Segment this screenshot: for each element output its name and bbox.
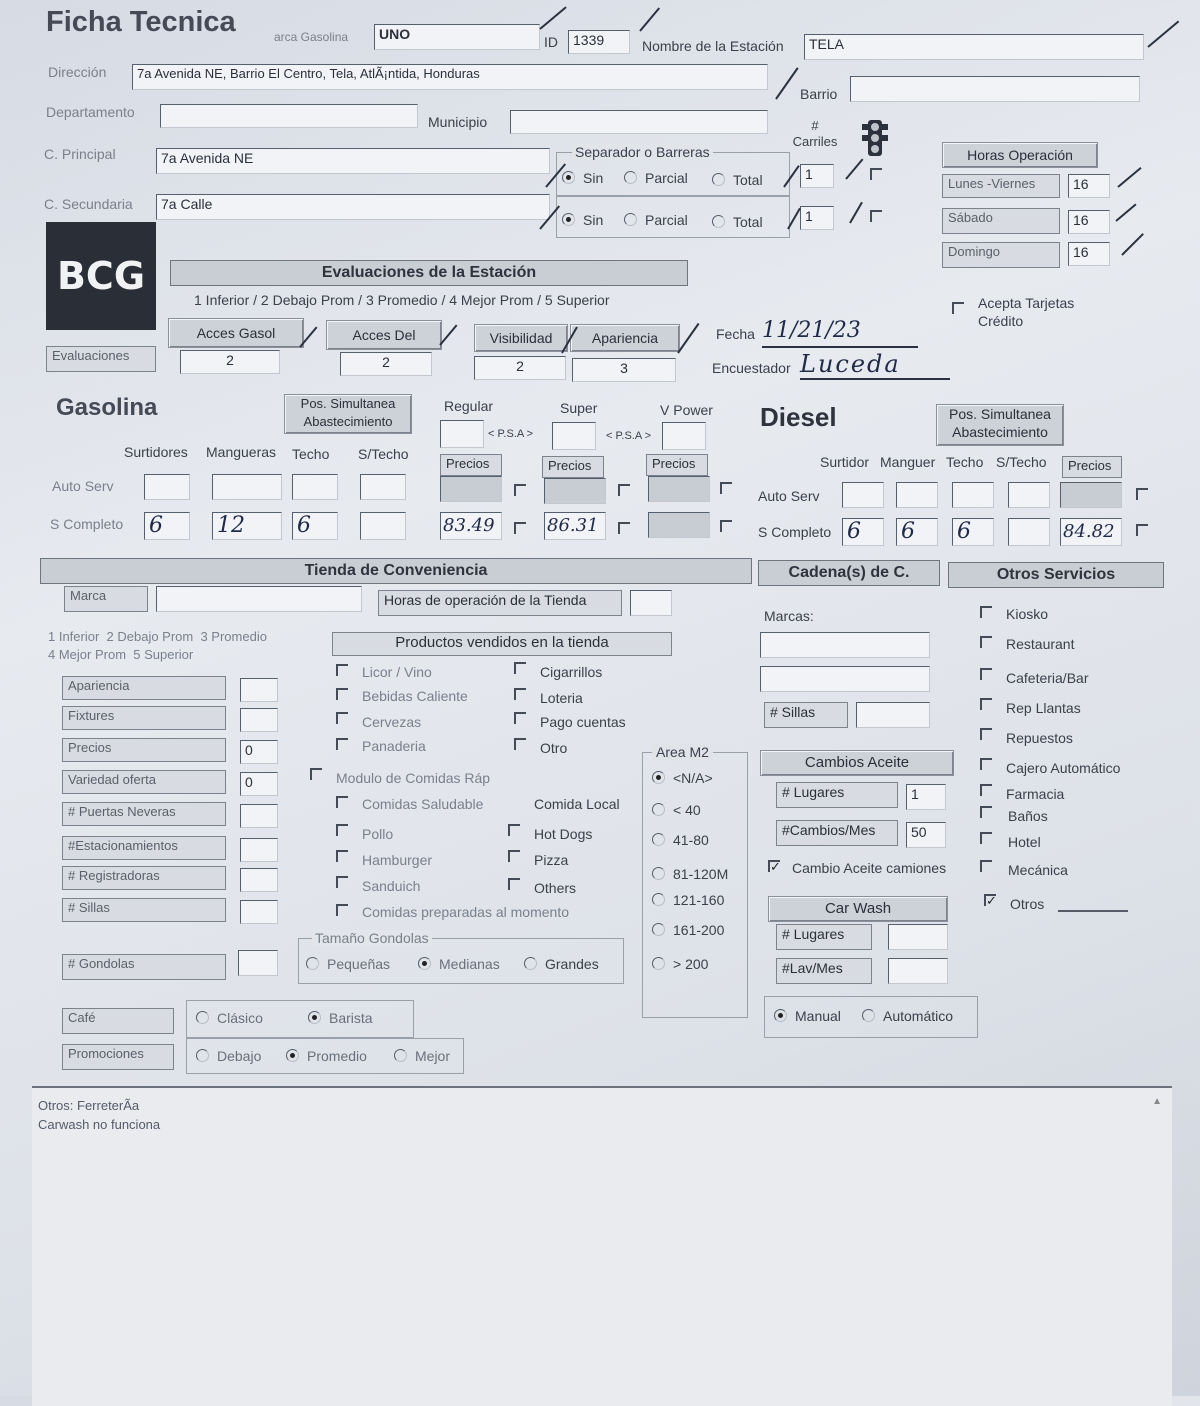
gas-sc-precio-super[interactable]: 86.31 xyxy=(544,512,606,540)
gasolina-col-mangueras: Mangueras xyxy=(206,444,277,460)
principal-sin-radio[interactable]: Sin xyxy=(562,170,603,186)
area-m2-group xyxy=(642,752,748,1018)
encuestador-field[interactable]: Luceda xyxy=(800,350,950,380)
id-label: ID xyxy=(544,34,558,50)
psa-regular-field[interactable] xyxy=(440,420,484,448)
gas-sc-surtidores[interactable]: 6 xyxy=(144,512,190,540)
otros-label: Otros xyxy=(1010,896,1045,912)
pollo-label: Pollo xyxy=(362,826,394,842)
horas-lunes-label: Lunes -Viernes xyxy=(942,174,1060,198)
gasolina-s-completo-label: S Completo xyxy=(50,516,124,532)
psa-label-2: < P.S.A > xyxy=(606,430,652,442)
hotel-checkbox[interactable] xyxy=(980,832,992,844)
tienda-eval-apariencia-field[interactable] xyxy=(240,678,278,702)
barrio-label: Barrio xyxy=(800,86,838,102)
area-41-80-radio[interactable]: 41-80 xyxy=(652,832,709,848)
diesel-sc-manguer[interactable]: 6 xyxy=(896,518,938,546)
cadena-marca-2-field[interactable] xyxy=(760,666,930,692)
acepta-tarjetas-checkbox[interactable] xyxy=(952,302,964,314)
precios-regular-label: Precios xyxy=(440,454,502,476)
vpower-label: V Power xyxy=(660,402,713,418)
tienda-eval-registradoras: # Registradoras xyxy=(62,866,226,890)
diesel-s-completo-label: S Completo xyxy=(758,524,832,540)
others-label: Others xyxy=(534,880,577,896)
automatico-radio[interactable]: Automático xyxy=(862,1008,953,1024)
psa-super-field[interactable] xyxy=(552,422,596,450)
cigarrillos-label: Cigarrillos xyxy=(540,664,603,680)
promociones-label: Promociones xyxy=(62,1044,174,1070)
visibilidad-button[interactable]: Visibilidad xyxy=(474,324,568,352)
tienda-eval-apariencia: Apariencia xyxy=(62,676,226,700)
nombre-estacion-field[interactable]: TELA xyxy=(804,34,1144,60)
cambio-camiones-label: Cambio Aceite camiones xyxy=(792,860,947,876)
kiosko-checkbox[interactable] xyxy=(980,606,992,618)
licor-checkbox[interactable] xyxy=(336,664,348,676)
diesel-auto-checkbox[interactable] xyxy=(1136,488,1148,500)
comidas-preparadas-checkbox[interactable] xyxy=(336,904,348,916)
cajero-checkbox[interactable] xyxy=(980,758,992,770)
evaluaciones-row-label: Evaluaciones xyxy=(46,346,156,372)
acces-del-field[interactable]: 2 xyxy=(340,352,432,376)
gas-sc-precio-vpower[interactable] xyxy=(648,512,710,538)
cambios-aceite-button[interactable]: Cambios Aceite xyxy=(760,750,954,776)
departamento-label: Departamento xyxy=(46,104,135,120)
loteria-label: Loteria xyxy=(540,690,583,706)
gas-auto-surtidores[interactable] xyxy=(144,474,190,500)
gas-auto-mangueras[interactable] xyxy=(212,474,282,500)
horas-domingo-label: Domingo xyxy=(942,242,1060,268)
departamento-field[interactable] xyxy=(160,104,418,128)
carwash-lugares-label: # Lugares xyxy=(776,924,872,950)
comida-local-label: Comida Local xyxy=(534,796,620,812)
psa-label-1: < P.S.A > xyxy=(488,428,534,440)
banos-checkbox[interactable] xyxy=(980,806,992,818)
sanduich-checkbox[interactable] xyxy=(336,876,348,888)
principal-parcial-radio[interactable]: Parcial xyxy=(624,170,688,186)
diesel-precios-label: Precios xyxy=(1062,456,1122,478)
tienda-eval-variedad: Variedad oferta xyxy=(62,770,226,794)
acces-del-button[interactable]: Acces Del xyxy=(326,320,442,350)
fecha-field[interactable]: 11/21/23 xyxy=(762,318,918,348)
kiosko-label: Kiosko xyxy=(1006,606,1049,622)
gasolina-col-stecho: S/Techo xyxy=(358,446,409,462)
hamburger-checkbox[interactable] xyxy=(336,850,348,862)
pago-cuentas-label: Pago cuentas xyxy=(540,714,626,730)
secundaria-parcial-radio[interactable]: Parcial xyxy=(624,212,688,228)
gas-auto-techo[interactable] xyxy=(292,474,338,500)
horas-operacion-button[interactable]: Horas Operación xyxy=(942,142,1098,168)
direccion-field[interactable]: 7a Avenida NE, Barrio El Centro, Tela, AtlÃ¡ntida, Honduras xyxy=(132,64,768,90)
tienda-marca-label: Marca xyxy=(64,586,148,612)
window-title: Ficha Tecnica xyxy=(46,6,236,38)
area-m2-label: Area M2 xyxy=(652,744,713,760)
fecha-label: Fecha xyxy=(716,326,755,342)
gas-sc-techo[interactable]: 6 xyxy=(292,512,338,540)
cadena-sillas-field[interactable] xyxy=(856,702,930,728)
mejor-radio[interactable]: Mejor xyxy=(394,1048,450,1064)
hot-dogs-checkbox[interactable] xyxy=(508,824,520,836)
banos-label: Baños xyxy=(1008,808,1048,824)
bebidas-label: Bebidas Caliente xyxy=(362,688,468,704)
bcg-logo: BCG xyxy=(46,222,156,330)
diesel-col-manguer: Manguer xyxy=(880,454,936,470)
area-161-200-radio[interactable]: 161-200 xyxy=(652,922,724,938)
diesel-col-techo: Techo xyxy=(946,454,984,470)
horas-domingo-field[interactable]: 16 xyxy=(1068,242,1110,266)
cervezas-checkbox[interactable] xyxy=(336,712,348,724)
repuestos-label: Repuestos xyxy=(1006,730,1073,746)
c-secundaria-label: C. Secundaria xyxy=(44,196,133,212)
pen-mark xyxy=(677,323,699,354)
gas-auto-super-checkbox[interactable] xyxy=(618,484,630,496)
gas-sc-regular-checkbox[interactable] xyxy=(514,522,526,534)
cervezas-label: Cervezas xyxy=(362,714,422,730)
gas-sc-vpower-checkbox[interactable] xyxy=(720,520,732,532)
grandes-radio[interactable]: Grandes xyxy=(524,956,599,972)
tienda-eval-estacionamientos: #Estacionamientos xyxy=(62,836,226,860)
tienda-eval-estacionamientos-field[interactable] xyxy=(240,838,278,862)
gasolina-col-surtidores: Surtidores xyxy=(124,444,188,460)
tienda-eval-sillas-field[interactable] xyxy=(240,900,278,924)
farmacia-label: Farmacia xyxy=(1006,786,1065,802)
precios-vpower-label: Precios xyxy=(646,454,708,476)
pizza-checkbox[interactable] xyxy=(508,850,520,862)
pago-cuentas-checkbox[interactable] xyxy=(514,712,526,724)
promedio-radio[interactable]: Promedio xyxy=(286,1048,367,1064)
notes-line-1: Otros: FerreterÃa xyxy=(38,1098,140,1113)
carwash-lugares-field[interactable] xyxy=(888,924,948,950)
diesel-col-surtidor: Surtidor xyxy=(820,454,870,470)
tienda-horas-label: Horas de operación de la Tienda xyxy=(378,590,622,616)
otros-servicios-title: Otros Servicios xyxy=(948,562,1164,588)
medianas-radio[interactable]: Medianas xyxy=(418,956,500,972)
acces-gasol-button[interactable]: Acces Gasol xyxy=(168,318,304,348)
pollo-checkbox[interactable] xyxy=(336,824,348,836)
separador-label: Separador o Barreras xyxy=(572,144,713,160)
cadena-marcas-label: Marcas: xyxy=(764,608,814,624)
cadena-title: Cadena(s) de C. xyxy=(758,560,940,586)
pen-mark xyxy=(1121,233,1144,256)
licor-label: Licor / Vino xyxy=(362,664,432,680)
loteria-checkbox[interactable] xyxy=(514,688,526,700)
gas-auto-precio-regular[interactable] xyxy=(440,476,502,502)
nombre-estacion-label: Nombre de la Estación xyxy=(642,38,784,54)
gas-sc-stecho[interactable] xyxy=(360,512,406,540)
otros-checkbox[interactable]: ✓ xyxy=(986,893,997,908)
precios-super-label: Precios xyxy=(542,456,604,478)
pen-mark xyxy=(1117,167,1141,188)
diesel-pos-simultanea-button[interactable]: Pos. Simultanea Abastecimiento xyxy=(936,404,1064,446)
gasolina-col-techo: Techo xyxy=(292,446,330,462)
tienda-eval-precios-field[interactable]: 0 xyxy=(240,740,278,764)
gasolina-pos-simultanea-button[interactable]: Pos. Simultanea Abastecimiento xyxy=(284,394,412,434)
acces-gasol-field[interactable]: 2 xyxy=(180,350,280,374)
regular-label: Regular xyxy=(444,398,494,414)
horas-sabado-field[interactable]: 16 xyxy=(1068,210,1110,234)
modulo-comidas-checkbox[interactable] xyxy=(310,768,322,780)
tienda-eval-sillas: # Sillas xyxy=(62,898,226,922)
cadena-marca-1-field[interactable] xyxy=(760,632,930,658)
lav-mes-field[interactable] xyxy=(888,958,948,984)
panaderia-label: Panaderia xyxy=(362,738,426,754)
diesel-sc-techo[interactable]: 6 xyxy=(952,518,994,546)
hotel-label: Hotel xyxy=(1008,834,1041,850)
tienda-horas-field[interactable] xyxy=(630,590,672,616)
diesel-auto-serv-label: Auto Serv xyxy=(758,488,820,504)
cigarrillos-checkbox[interactable] xyxy=(514,662,526,674)
municipio-label: Municipio xyxy=(428,114,488,130)
tienda-scale: 1 Inferior 2 Debajo Prom 3 Promedio 4 Mejor Prom 5 Superior xyxy=(48,629,267,662)
pen-mark xyxy=(845,158,863,179)
diesel-auto-techo[interactable] xyxy=(952,482,994,508)
apariencia-button[interactable]: Apariencia xyxy=(570,324,680,352)
gasolina-title: Gasolina xyxy=(56,394,158,421)
area-lt40-radio[interactable]: < 40 xyxy=(652,802,701,818)
marca-gasolina-label: arca Gasolina xyxy=(274,30,349,44)
gas-auto-precio-vpower[interactable] xyxy=(648,476,710,502)
comidas-preparadas-label: Comidas preparadas al momento xyxy=(362,904,569,920)
area-gt200-radio[interactable]: > 200 xyxy=(652,956,708,972)
area-121-160-radio[interactable]: 121-160 xyxy=(652,892,724,908)
rep-llantas-label: Rep Llantas xyxy=(1006,700,1081,716)
diesel-sc-precio[interactable]: 84.82 xyxy=(1060,518,1122,546)
productos-vendidos-label: Productos vendidos en la tienda xyxy=(332,632,672,656)
horas-sabado-label: Sábado xyxy=(942,208,1060,234)
diesel-sc-checkbox[interactable] xyxy=(1136,524,1148,536)
pequenas-radio[interactable]: Pequeñas xyxy=(306,956,390,972)
otros-field[interactable] xyxy=(1058,910,1128,912)
rep-llantas-checkbox[interactable] xyxy=(980,698,992,710)
cajero-label: Cajero Automático xyxy=(1006,760,1121,776)
tienda-eval-puertas-field[interactable] xyxy=(240,804,278,828)
others-checkbox[interactable] xyxy=(508,878,520,890)
cambios-lugares-field[interactable]: 1 xyxy=(906,784,946,810)
tienda-eval-puertas: # Puertas Neveras xyxy=(62,802,226,826)
repuestos-checkbox[interactable] xyxy=(980,728,992,740)
notes-line-2: Carwash no funciona xyxy=(38,1117,161,1132)
encuestador-label: Encuestador xyxy=(712,360,791,376)
gas-auto-regular-checkbox[interactable] xyxy=(514,484,526,496)
mecanica-checkbox[interactable] xyxy=(980,860,992,872)
comidas-saludable-label: Comidas Saludable xyxy=(362,796,484,812)
pen-mark xyxy=(639,7,660,31)
diesel-col-stecho: S/Techo xyxy=(996,454,1047,470)
diesel-title: Diesel xyxy=(760,402,837,432)
gas-sc-mangueras[interactable]: 12 xyxy=(212,512,282,540)
notes-textarea[interactable] xyxy=(32,1086,1172,1406)
super-label: Super xyxy=(560,400,598,416)
tienda-eval-precios: Precios xyxy=(62,738,226,762)
acepta-tarjetas-label: Acepta Tarjetas Crédito xyxy=(978,295,1075,329)
secundaria-sin-radio[interactable]: Sin xyxy=(562,212,603,228)
comidas-saludable-checkbox[interactable] xyxy=(336,796,348,808)
hamburger-label: Hamburger xyxy=(362,852,433,868)
tienda-title: Tienda de Conveniencia xyxy=(40,558,752,584)
semaforo-secundaria-checkbox[interactable] xyxy=(870,210,882,222)
bebidas-checkbox[interactable] xyxy=(336,688,348,700)
traffic-light-icon xyxy=(862,120,888,158)
pen-mark xyxy=(775,67,798,99)
barista-radio[interactable]: Barista xyxy=(308,1010,373,1026)
cafeteria-checkbox[interactable] xyxy=(980,668,992,680)
pizza-label: Pizza xyxy=(534,852,569,868)
marca-gasolina-field[interactable]: UNO xyxy=(374,24,540,50)
cambio-camiones-checkbox[interactable]: ✓ xyxy=(770,859,781,874)
gas-auto-precio-super[interactable] xyxy=(544,478,606,504)
cafe-label: Café xyxy=(62,1008,174,1034)
cambios-mes-label: #Cambios/Mes xyxy=(776,820,898,846)
secundaria-total-radio[interactable]: Total xyxy=(712,214,763,230)
psa-vpower-field[interactable] xyxy=(662,422,706,450)
diesel-sc-stecho[interactable] xyxy=(1008,518,1050,546)
sanduich-label: Sanduich xyxy=(362,878,421,894)
mecanica-label: Mecánica xyxy=(1008,862,1068,878)
diesel-auto-precio[interactable] xyxy=(1060,482,1122,508)
pen-mark xyxy=(1115,204,1136,222)
apariencia-field[interactable]: 3 xyxy=(572,358,676,382)
semaforo-principal-checkbox[interactable] xyxy=(870,168,882,180)
id-field[interactable]: 1339 xyxy=(568,30,630,54)
restaurant-checkbox[interactable] xyxy=(980,636,992,648)
otro-producto-label: Otro xyxy=(540,740,568,756)
barrio-field[interactable] xyxy=(850,76,1140,102)
clasico-radio[interactable]: Clásico xyxy=(196,1010,263,1026)
pen-mark xyxy=(1147,21,1179,48)
visibilidad-field[interactable]: 2 xyxy=(474,356,566,380)
horas-lunes-field[interactable]: 16 xyxy=(1068,174,1110,198)
area-81-120-radio[interactable]: 81-120M xyxy=(652,866,728,882)
direccion-label: Dirección xyxy=(48,64,107,80)
municipio-field[interactable] xyxy=(510,110,768,134)
otro-producto-checkbox[interactable] xyxy=(514,738,526,750)
carriles-principal-field[interactable]: 1 xyxy=(800,164,834,188)
tienda-eval-variedad-field[interactable]: 0 xyxy=(240,772,278,796)
diesel-auto-manguer[interactable] xyxy=(896,482,938,508)
tienda-marca-field[interactable] xyxy=(156,586,362,612)
cafeteria-label: Cafeteria/Bar xyxy=(1006,670,1089,686)
tamano-gondolas-label: Tamaño Gondolas xyxy=(312,930,432,946)
diesel-auto-stecho[interactable] xyxy=(1008,482,1050,508)
lav-mes-label: #Lav/Mes xyxy=(776,958,872,984)
pen-mark xyxy=(539,6,566,29)
carriles-secundaria-field[interactable]: 1 xyxy=(800,206,834,230)
car-wash-button[interactable]: Car Wash xyxy=(768,896,948,922)
tienda-gondolas-label: # Gondolas xyxy=(62,954,226,980)
c-principal-label: C. Principal xyxy=(44,146,116,162)
pen-mark xyxy=(849,202,863,224)
tienda-eval-fixtures-field[interactable] xyxy=(240,708,278,732)
tienda-eval-registradoras-field[interactable] xyxy=(240,868,278,892)
evaluaciones-scale: 1 Inferior / 2 Debajo Prom / 3 Promedio / 4 Mejor Prom / 5 Superior xyxy=(194,292,610,308)
c-secundaria-field[interactable]: 7a Calle xyxy=(156,194,550,220)
diesel-sc-surtidor[interactable]: 6 xyxy=(842,518,884,546)
gas-sc-precio-regular[interactable]: 83.49 xyxy=(440,512,502,540)
gas-auto-vpower-checkbox[interactable] xyxy=(720,482,732,494)
diesel-auto-surtidor[interactable] xyxy=(842,482,884,508)
gas-auto-stecho[interactable] xyxy=(360,474,406,500)
cadena-sillas-label: # Sillas xyxy=(764,702,848,728)
farmacia-checkbox[interactable] xyxy=(980,784,992,796)
restaurant-label: Restaurant xyxy=(1006,636,1075,652)
manual-radio[interactable]: Manual xyxy=(774,1008,841,1024)
modulo-comidas-label: Modulo de Comidas Ráp xyxy=(336,770,491,786)
debajo-radio[interactable]: Debajo xyxy=(196,1048,261,1064)
panaderia-checkbox[interactable] xyxy=(336,738,348,750)
evaluaciones-title: Evaluaciones de la Estación xyxy=(170,260,688,286)
carriles-label: # Carriles xyxy=(792,118,838,149)
scroll-up-arrow-icon[interactable]: ▲ xyxy=(1152,1096,1162,1107)
gas-sc-super-checkbox[interactable] xyxy=(618,522,630,534)
cambios-mes-field[interactable]: 50 xyxy=(906,822,946,848)
area-na-radio[interactable]: <N/A> xyxy=(652,770,713,786)
tienda-eval-fixtures: Fixtures xyxy=(62,706,226,730)
c-principal-field[interactable]: 7a Avenida NE xyxy=(156,148,550,174)
tienda-gondolas-field[interactable] xyxy=(238,950,278,976)
hot-dogs-label: Hot Dogs xyxy=(534,826,593,842)
principal-total-radio[interactable]: Total xyxy=(712,172,763,188)
cambios-lugares-label: # Lugares xyxy=(776,782,898,808)
gasolina-auto-serv-label: Auto Serv xyxy=(52,478,114,494)
